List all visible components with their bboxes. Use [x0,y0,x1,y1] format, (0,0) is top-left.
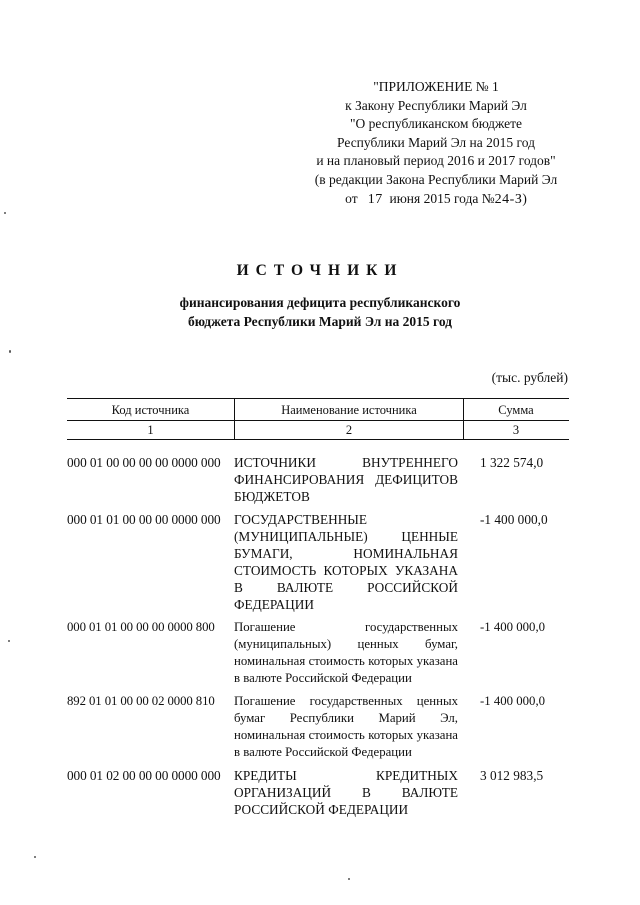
source-name: Погашение государственных (муниципальных) ценных бумаг, номинальная стоимость которых указана в валюте Российской Федерации [234,620,458,685]
scan-speck [34,856,36,858]
table-row [67,511,569,613]
source-code: 892 01 01 00 00 02 0000 810 [67,694,215,708]
document-title: ИСТОЧНИКИ [236,262,404,279]
handwritten-day: 17 [367,191,383,207]
header-line: (в редакции Закона Республики Марий Эл [314,171,558,187]
table-row [67,767,569,818]
source-name: Погашение государственных ценных бумаг Республики Марий Эл, номинальная стоимость которых указана в валюте Российской Федерации [234,694,458,759]
header-line: "ПРИЛОЖЕНИЕ № 1 [373,79,499,94]
column-number: 1 [147,423,154,437]
scan-speck [9,350,11,353]
table-header [67,398,569,440]
column-name [234,399,464,439]
units-label: (тыс. рублей) [491,370,568,385]
source-code: 000 01 01 00 00 00 0000 000 [67,512,221,527]
header-date-line [300,190,572,210]
source-name: ИСТОЧНИКИ ВНУТРЕННЕГО ФИНАНСИРОВАНИЯ ДЕФИЦИТОВ БЮДЖЕТОВ [234,455,458,504]
column-header-amount: Сумма [498,403,534,417]
column-header-code: Код источника [111,403,190,417]
source-code: 000 01 00 00 00 00 0000 000 [67,455,221,470]
source-amount: -1 400 000,0 [480,620,546,634]
header-line: "О республиканском бюджете [349,116,522,132]
source-name: КРЕДИТЫ КРЕДИТНЫХ ОРГАНИЗАЦИЙ В ВАЛЮТЕ РОССИЙСКОЙ ФЕДЕРАЦИИ [234,768,458,817]
header-line: к Закону Республики Марий Эл [345,97,527,113]
column-number: 2 [345,423,353,437]
appendix-header [300,78,572,209]
table-row [67,454,569,505]
source-code: 000 01 01 00 00 00 0000 800 [67,620,215,634]
subtitle-line: бюджета Республики Марий Эл на 2015 год [187,314,453,329]
column-code [67,399,234,439]
source-amount: -1 400 000,0 [480,512,548,527]
source-amount: 3 012 983,5 [480,768,544,783]
column-amount [463,399,569,439]
column-header-name: Наименование источника [281,403,417,417]
source-code: 000 01 02 00 00 00 0000 000 [67,768,221,783]
subtitle-line: финансирования дефицита республиканского [179,295,461,310]
date-suffix: ) [522,190,527,206]
header-line: Республики Марий Эл на 2015 год [337,134,535,150]
source-amount: 1 322 574,0 [480,455,544,470]
source-name: ГОСУДАРСТВЕННЫЕ (МУНИЦИПАЛЬНЫЕ) ЦЕННЫЕ БУМАГИ, НОМИНАЛЬНАЯ СТОИМОСТЬ КОТОРЫХ УКАЗАНА В ВАЛЮТЕ РОССИЙСКОЙ ФЕДЕРАЦИИ [234,512,458,612]
table-body [67,454,569,824]
column-number: 3 [512,423,520,437]
scan-speck [8,640,10,642]
scan-speck [4,212,6,214]
header-line: и на плановый период 2016 и 2017 годов" [316,153,556,169]
handwritten-number: 24-З [494,191,523,207]
date-prefix: от [345,190,358,206]
scan-speck [348,878,350,880]
table-row [67,619,569,687]
document-subtitle [0,293,640,331]
table-row [67,693,569,761]
date-month-year: июня 2015 года № [389,190,495,206]
source-amount: -1 400 000,0 [480,694,546,708]
